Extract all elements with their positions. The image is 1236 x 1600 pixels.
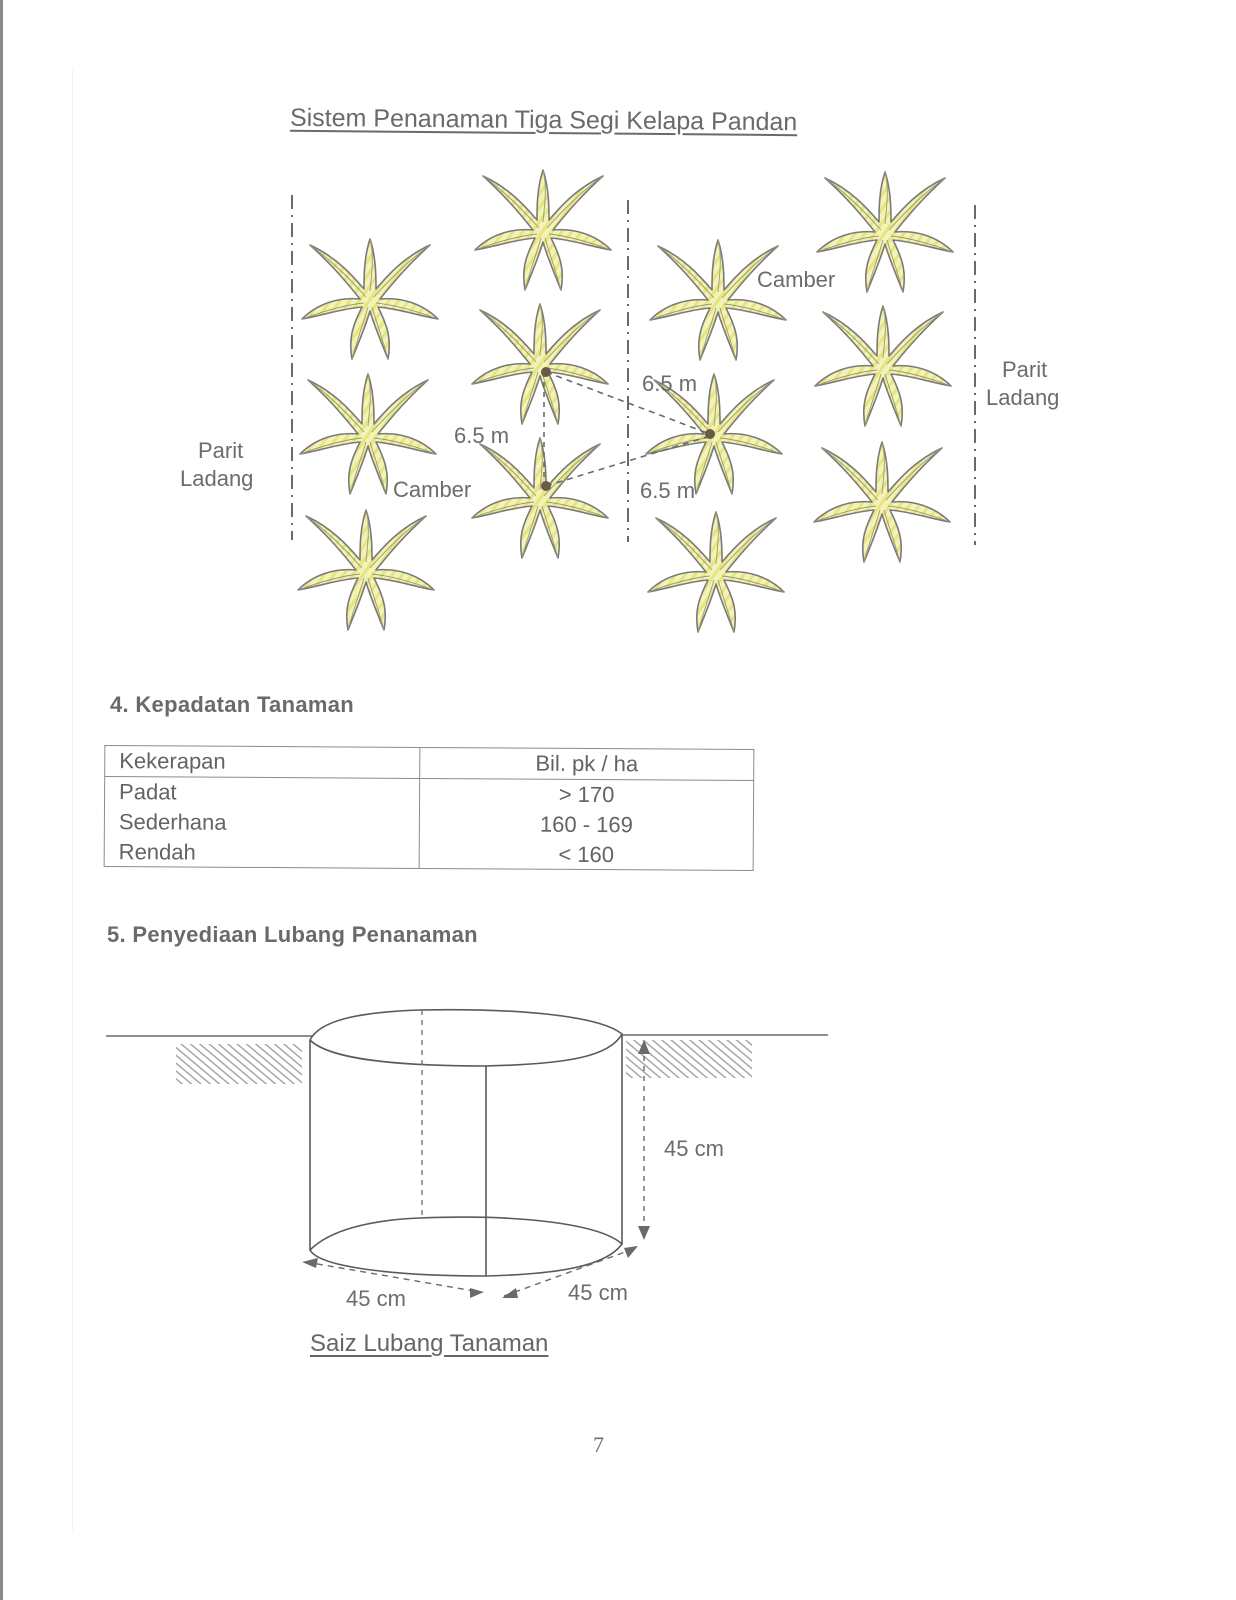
table-cell: Padat bbox=[105, 776, 420, 808]
label-width: 45 cm bbox=[346, 1286, 406, 1311]
label-length: 45 cm bbox=[568, 1280, 628, 1305]
hole-size-caption: Saiz Lubang Tanaman bbox=[310, 1330, 549, 1357]
length-arrow-right bbox=[624, 1246, 638, 1258]
label-spacing-vertical: 6.5 m bbox=[454, 423, 510, 448]
table-header-cell: Bil. pk / ha bbox=[420, 747, 754, 780]
length-arrow-left bbox=[502, 1288, 518, 1298]
hole-top-rim bbox=[310, 1010, 622, 1066]
section-5-heading: 5. Penyediaan Lubang Penanaman bbox=[107, 922, 478, 947]
table-cell: < 160 bbox=[558, 841, 615, 867]
table-cell: > 170 bbox=[558, 781, 615, 808]
table-header-cell: Kekerapan bbox=[105, 746, 420, 779]
table-cell: Rendah bbox=[104, 836, 419, 868]
label-spacing-lower-diagonal: 6.5 m bbox=[640, 478, 696, 503]
width-arrow-left bbox=[302, 1258, 318, 1268]
soil-hatch-left bbox=[176, 1044, 302, 1084]
label-drain-left-line2: Ladang bbox=[180, 466, 254, 491]
label-drain-left-line1: Parit bbox=[198, 438, 244, 463]
label-spacing-upper-diagonal: 6.5 m bbox=[642, 371, 698, 396]
label-depth: 45 cm bbox=[664, 1136, 724, 1161]
planting-system-title: Sistem Penanaman Tiga Segi Kelapa Pandan bbox=[289, 103, 798, 137]
label-camber-right: Camber bbox=[757, 267, 836, 292]
table-cell: Sederhana bbox=[104, 807, 419, 839]
table-cell: 160 - 169 bbox=[539, 811, 633, 838]
depth-arrow-down bbox=[638, 1226, 650, 1240]
label-camber-left: Camber bbox=[393, 477, 472, 502]
label-drain-right-line1: Parit bbox=[1002, 357, 1048, 382]
page-number: 7 bbox=[593, 1432, 604, 1457]
hole-bottom bbox=[310, 1217, 622, 1276]
width-arrow-right bbox=[470, 1288, 484, 1298]
label-drain-right-line2: Ladang bbox=[986, 385, 1060, 410]
section-4-heading: 4. Kepadatan Tanaman bbox=[110, 692, 354, 717]
